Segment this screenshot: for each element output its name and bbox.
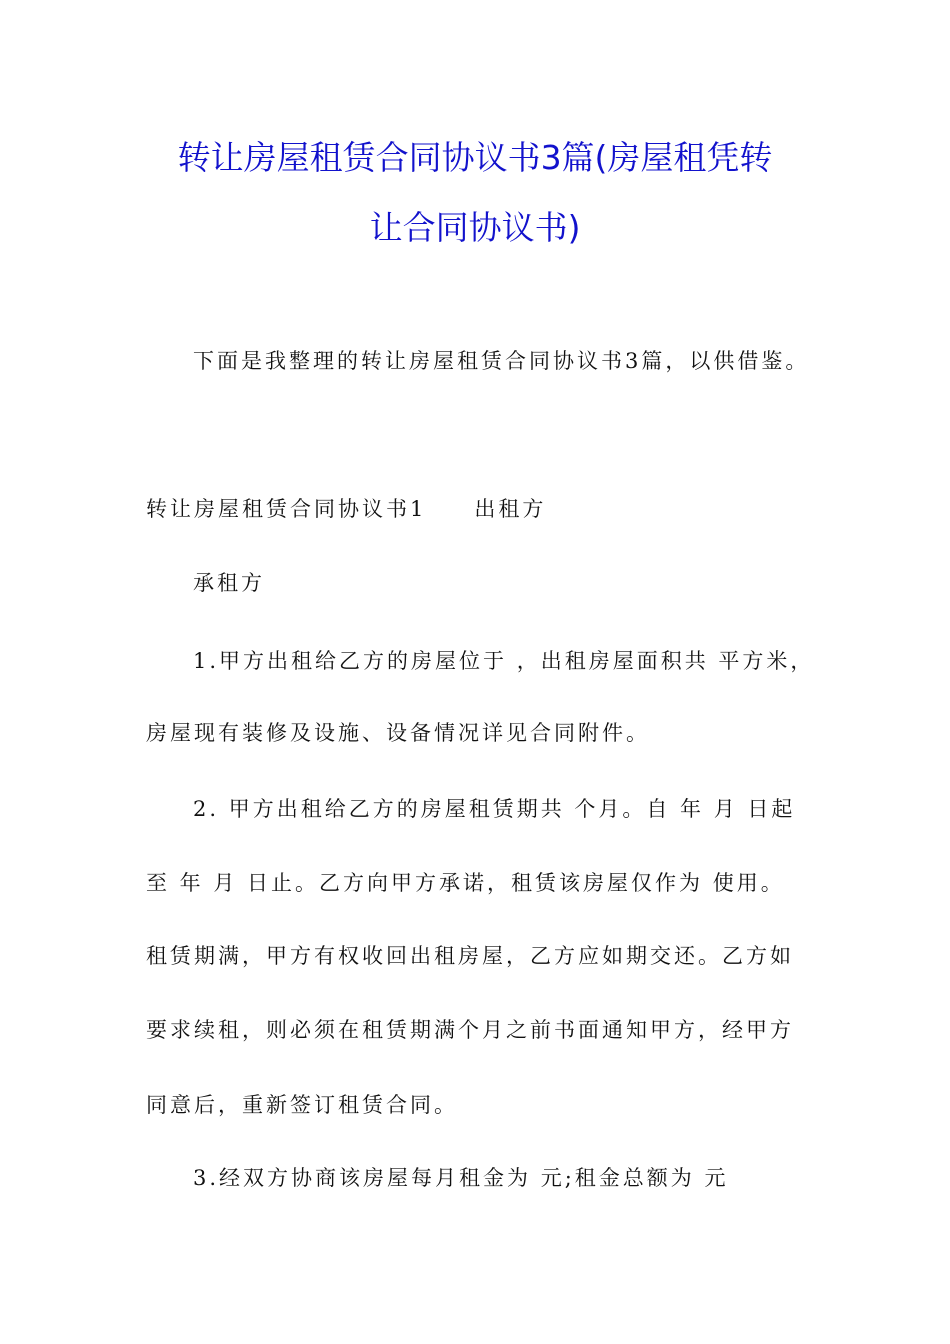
clause-1-line-2: 房屋现有装修及设施、设备情况详见合同附件。 <box>146 721 650 745</box>
section-heading-contract-1: 转让房屋租赁合同协议书1 出租方 <box>146 497 547 521</box>
clause-2-line-2: 至 年 月 日止。乙方向甲方承诺，租赁该房屋仅作为 使用。 <box>146 871 785 895</box>
intro-paragraph: 下面是我整理的转让房屋租赁合同协议书3篇，以供借鉴。 <box>193 349 810 373</box>
clause-2-line-4: 要求续租，则必须在租赁期满个月之前书面通知甲方，经甲方 <box>146 1018 794 1042</box>
lessee-label: 承租方 <box>193 571 265 595</box>
clause-1-line-1: 1.甲方出租给乙方的房屋位于 ，出租房屋面积共 平方米， <box>193 649 815 673</box>
clause-2-line-1: 2. 甲方出租给乙方的房屋租赁期共 个月。自 年 月 日起 <box>193 797 796 821</box>
clause-2-line-5: 同意后，重新签订租赁合同。 <box>146 1093 458 1117</box>
document-title-line-1: 转让房屋租赁合同协议书3篇(房屋租凭转 <box>177 138 773 177</box>
document-title-line-2: 让合同协议书) <box>369 208 581 247</box>
clause-2-line-3: 租赁期满，甲方有权收回出租房屋，乙方应如期交还。乙方如 <box>146 944 794 968</box>
clause-3-line-1: 3.经双方协商该房屋每月租金为 元;租金总额为 元 <box>193 1166 729 1190</box>
